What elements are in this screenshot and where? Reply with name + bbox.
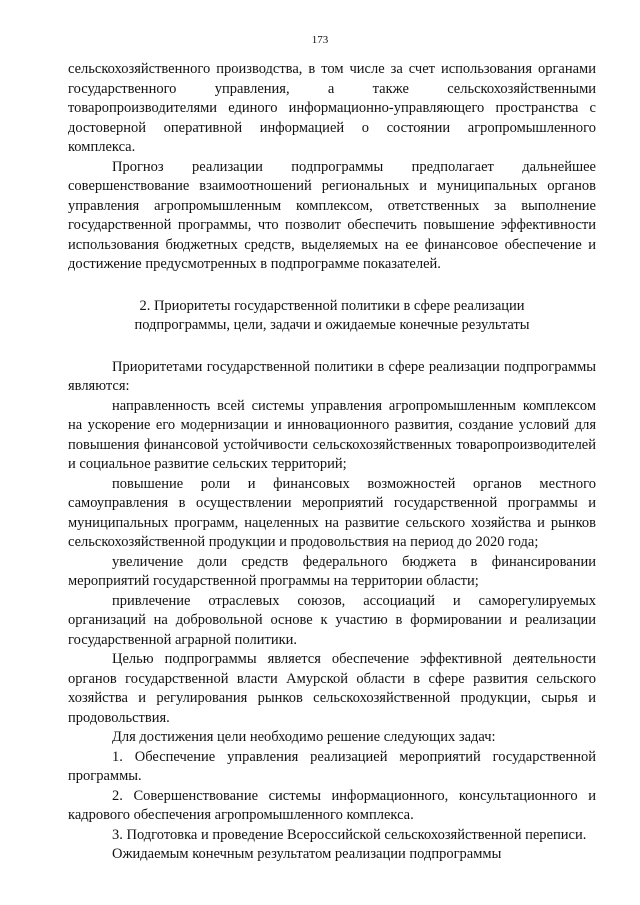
section-heading-line-2: подпрограммы, цели, задачи и ожидаемые конечные результаты: [134, 317, 530, 333]
paragraph-task-1: 1. Обеспечение управления реализацией мероприятий государственной программы.: [68, 748, 596, 784]
paragraph-continuation: сельскохозяйственного производства, в том числе за счет использования органами государственного управления, а также сельскохозяйственными товаропроизводителями единого информационно-управляющего пространства с достоверной оперативной информацией о состоянии агропромышленного комплекса.: [68, 61, 596, 155]
paragraph-task-2: 2. Совершенствование системы информационного, консультационного и кадрового обеспечения агропромышленного комплекса.: [68, 787, 596, 823]
paragraph-priorities-intro: Приоритетами государственной политики в сфере реализации подпрограммы являются:: [68, 358, 596, 394]
paragraph-priority-2: повышение роли и финансовых возможностей органов местного самоуправления в осуществлении мероприятий государственной программы и муниципальных программ, нацеленных на развитие сельского хозяйства и рынков сельскохозяйственной продукции и продовольствия на период до 2020 года;: [68, 475, 596, 550]
paragraph-forecast: Прогноз реализации подпрограммы предполагает дальнейшее совершенствование взаимоотношений региональных и муниципальных органов управления агропромышленным комплексом, ответственных за выполнение государственной программы, что позволит обеспечить повышение эффективности использования бюджетных средств, выделяемых на ее финансовое обеспечение и достижение предусмотренных в подпрограмме показателей.: [68, 158, 596, 272]
paragraph-priority-3: увеличение доли средств федерального бюджета в финансировании мероприятий государственной программы на территории области;: [68, 553, 596, 589]
paragraph-task-3: 3. Подготовка и проведение Всероссийской сельскохозяйственной переписи.: [112, 826, 587, 843]
page-number: 173: [311, 34, 329, 46]
paragraph-priority-4: привлечение отраслевых союзов, ассоциаций и саморегулируемых организаций на добровольной основе к участию в формировании и реализации государственной аграрной политики.: [68, 592, 596, 648]
paragraph-priority-1: направленность всей системы управления агропромышленным комплексом на ускорение его модернизации и инновационного развития, создание условий для повышения финансовой устойчивости сельскохозяйственных товаропроизводителей и социальное развитие сельских территорий;: [68, 397, 596, 472]
paragraph-expected-results: Ожидаемым конечным результатом реализации подпрограммы: [112, 846, 502, 862]
document-body: [68, 60, 596, 865]
section-heading-line-1: 2. Приоритеты государственной политики в сфере реализации: [139, 297, 525, 314]
section-heading: [68, 297, 596, 336]
paragraph-tasks-intro: Для достижения цели необходимо решение следующих задач:: [112, 729, 496, 745]
paragraph-goal: Целью подпрограммы является обеспечение эффективной деятельности органов государственной власти Амурской области в сфере развития сельского хозяйства и регулирования рынков сельскохозяйственной продукции, сырья и продовольствия.: [68, 651, 596, 726]
